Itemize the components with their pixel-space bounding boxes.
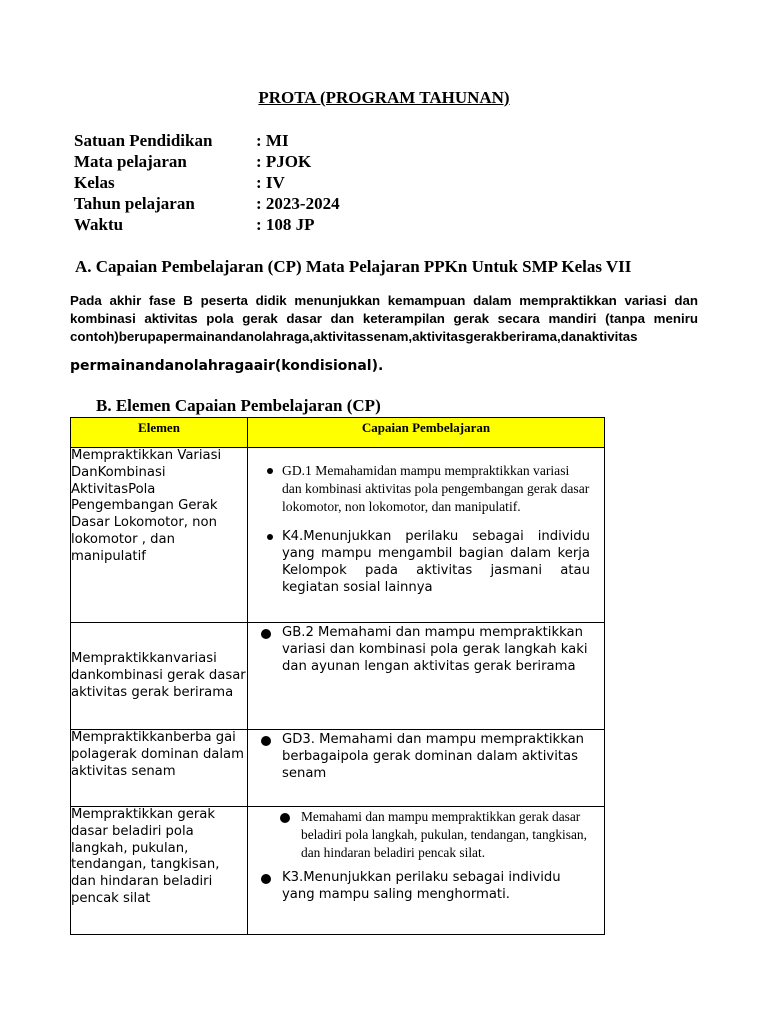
page-title: PROTA (PROGRAM TAHUNAN) bbox=[258, 88, 510, 107]
info-value: : PJOK bbox=[256, 152, 312, 171]
capaian-cell bbox=[248, 807, 605, 935]
list-item bbox=[248, 869, 604, 903]
table-row bbox=[71, 730, 605, 807]
table-row bbox=[71, 623, 605, 730]
list-item-text: GD3. Memahami dan mampu mempraktikkan berbagaipola gerak dominan dalam aktivitas senam bbox=[282, 732, 585, 781]
section-a-paragraph-end: permainandanolahragaair(kondisional). bbox=[70, 358, 384, 374]
list-item-text: GB.2 Memahami dan mampu mempraktikkan variasi dan kombinasi pola gerak langkah kaki dan ayunan lengan aktivitas gerak berirama bbox=[282, 625, 588, 674]
list-item-text: K3.Menunjukkan perilaku sebagai individu yang mampu saling menghormati. bbox=[282, 870, 561, 902]
info-value: : 2023-2024 bbox=[256, 194, 340, 213]
bullet-icon bbox=[267, 534, 273, 540]
bullet-icon bbox=[261, 874, 271, 884]
info-label: Waktu bbox=[74, 215, 124, 234]
list-item bbox=[248, 462, 604, 516]
elemen-cell: Mempraktikkanvariasi dankombinasi gerak dasar aktivitas gerak berirama bbox=[71, 623, 248, 730]
capaian-cell bbox=[248, 623, 605, 730]
table-row bbox=[71, 448, 605, 623]
list-item bbox=[248, 624, 604, 675]
bullet-icon bbox=[261, 736, 271, 746]
column-header-capaian: Capaian Pembelajaran bbox=[248, 418, 605, 448]
info-value: : IV bbox=[256, 173, 285, 192]
info-value: : 108 JP bbox=[256, 215, 315, 234]
list-item-text: K4.Menunjukkan perilaku sebagai individu yang mampu mengambil bagian dalam kerja Kelompok pada aktivitas jasmani atau kegiatan sosial lainnya bbox=[282, 529, 590, 595]
elemen-cell: Mempraktikkan gerak dasar beladiri pola langkah, pukulan, tendangan, tangkisan, dan hindaran beladiri pencak silat bbox=[71, 807, 248, 935]
elemen-cell: Mempraktikkanberba gai polagerak dominan dalam aktivitas senam bbox=[71, 730, 248, 807]
list-item-text: Memahami dan mampu mempraktikkan gerak dasar beladiri pola langkah, pukulan, tendangan, tangkisan, dan hindaran beladiri pencak silat. bbox=[301, 809, 587, 860]
section-b-heading: B. Elemen Capaian Pembelajaran (CP) bbox=[96, 396, 381, 415]
bullet-icon bbox=[280, 813, 290, 823]
info-label: Mata pelajaran bbox=[74, 152, 187, 171]
section-a-heading: A. Capaian Pembelajaran (CP) Mata Pelajaran PPKn Untuk SMP Kelas VII bbox=[75, 257, 632, 276]
capaian-cell bbox=[248, 448, 605, 623]
bullet-icon bbox=[261, 629, 271, 639]
bullet-icon bbox=[267, 468, 273, 474]
section-a-paragraph: Pada akhir fase B peserta didik menunjukkan kemampuan dalam mempraktikkan variasi dan kombinasi aktivitas pola gerak dasar dan keterampilan gerak secara mandiri (tanpa meniru contoh)berupapermainandanolahraga,aktivitassenam,aktivitasgerakberirama,danaktivitas bbox=[70, 293, 698, 344]
list-item-text: GD.1 Memahamidan mampu mempraktikkan variasi dan kombinasi aktivitas pola pengembangan gerak dasar lokomotor, non lokomotor, dan manipulatif. bbox=[282, 463, 590, 514]
cp-table bbox=[70, 417, 605, 935]
column-header-elemen: Elemen bbox=[71, 418, 248, 448]
info-label: Satuan Pendidikan bbox=[74, 131, 213, 150]
info-label: Kelas bbox=[74, 173, 115, 192]
table-row bbox=[71, 807, 605, 935]
list-item bbox=[248, 808, 604, 862]
capaian-cell bbox=[248, 730, 605, 807]
list-item bbox=[248, 528, 604, 596]
table-header-row bbox=[71, 418, 605, 448]
info-label: Tahun pelajaran bbox=[74, 194, 195, 213]
elemen-cell: Mempraktikkan Variasi DanKombinasi AktivitasPola Pengembangan Gerak Dasar Lokomotor, non lokomotor , dan manipulatif bbox=[71, 448, 248, 623]
list-item bbox=[248, 731, 604, 782]
info-value: : MI bbox=[256, 131, 289, 150]
